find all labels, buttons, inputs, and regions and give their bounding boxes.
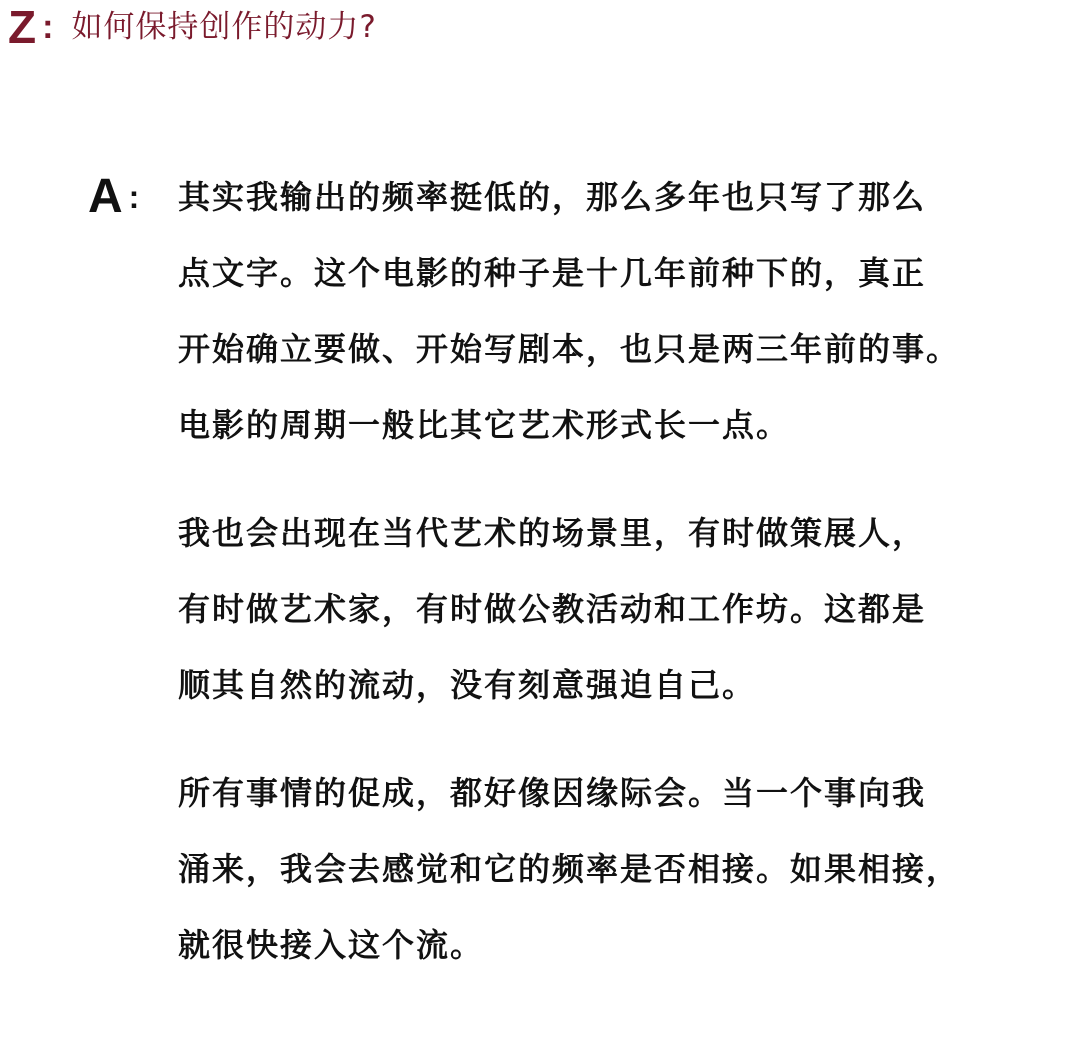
answer-paragraph bbox=[178, 766, 1078, 972]
answer-marker bbox=[88, 170, 139, 224]
question-marker-letter: Z bbox=[8, 1, 37, 53]
answer-line: 顺其自然的流动，没有刻意强迫自己。 bbox=[178, 666, 757, 704]
answer-line: 我也会出现在当代艺术的场景里，有时做策展人， bbox=[178, 514, 927, 552]
answer-marker-colon: : bbox=[128, 179, 140, 215]
answer-line: 开始确立要做、开始写剧本，也只是两三年前的事。 bbox=[178, 330, 961, 368]
answer-marker-letter: A bbox=[88, 170, 123, 223]
question-heading bbox=[8, 2, 377, 52]
answer-body bbox=[178, 170, 1078, 972]
answer-line: 所有事情的促成，都好像因缘际会。当一个事向我 bbox=[178, 774, 927, 812]
answer-line: 涌来，我会去感觉和它的频率是否相接。如果相接， bbox=[178, 850, 961, 888]
question-marker-colon: : bbox=[42, 8, 54, 46]
answer-line: 其实我输出的频率挺低的，那么多年也只写了那么 bbox=[178, 178, 927, 216]
answer-paragraph bbox=[178, 506, 1078, 712]
answer-line: 有时做艺术家，有时做公教活动和工作坊。这都是 bbox=[178, 590, 927, 628]
answer-line: 电影的周期一般比其它艺术形式长一点。 bbox=[178, 406, 791, 444]
answer-line: 点文字。这个电影的种子是十几年前种下的，真正 bbox=[178, 254, 927, 292]
answer-paragraph bbox=[178, 170, 1078, 452]
question-text: 如何保持创作的动力? bbox=[71, 9, 377, 45]
answer-line: 就很快接入这个流。 bbox=[178, 926, 485, 964]
